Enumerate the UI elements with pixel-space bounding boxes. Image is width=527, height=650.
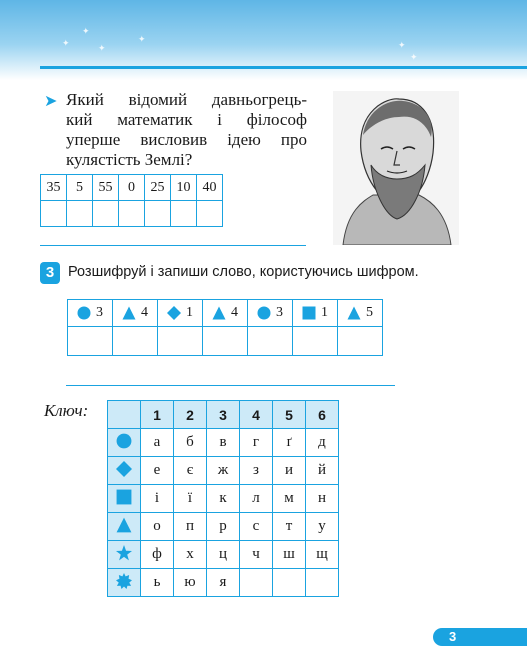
page-number: 3 bbox=[449, 629, 457, 644]
diamond-icon bbox=[108, 457, 141, 485]
square-icon bbox=[108, 485, 141, 513]
key-letter-cell: а bbox=[141, 429, 174, 457]
question-line: Який відомий давньогрець- bbox=[66, 90, 307, 109]
key-letter-cell: г bbox=[240, 429, 273, 457]
key-letter-cell: н bbox=[306, 485, 339, 513]
cipher-cell bbox=[113, 300, 158, 327]
cipher-answer-cell[interactable] bbox=[248, 327, 293, 356]
header-rule bbox=[40, 66, 527, 69]
circle-icon bbox=[77, 306, 91, 320]
cipher-number: 5 bbox=[366, 305, 373, 320]
task-number-badge: 3 bbox=[40, 262, 60, 284]
key-column-header: 2 bbox=[174, 401, 207, 429]
cipher-number: 3 bbox=[276, 305, 283, 320]
key-letter-cell: і bbox=[141, 485, 174, 513]
cipher-answer-cell[interactable] bbox=[113, 327, 158, 356]
cipher-cell bbox=[248, 300, 293, 327]
key-letter-cell bbox=[273, 569, 306, 597]
cipher-answer-cell[interactable] bbox=[68, 327, 113, 356]
answer-cell[interactable] bbox=[171, 201, 197, 227]
key-row bbox=[108, 457, 339, 485]
sparkle-icon: ✦ bbox=[138, 34, 146, 44]
key-row bbox=[108, 513, 339, 541]
key-letter-cell: ґ bbox=[273, 429, 306, 457]
key-letter-cell: м bbox=[273, 485, 306, 513]
number-cell: 0 bbox=[119, 175, 145, 201]
key-row bbox=[108, 541, 339, 569]
cipher-answer-cell[interactable] bbox=[203, 327, 248, 356]
arrow-bullet-icon: ➤ bbox=[44, 93, 58, 110]
key-letter-cell: е bbox=[141, 457, 174, 485]
cipher-cell bbox=[293, 300, 338, 327]
key-letter-cell: о bbox=[141, 513, 174, 541]
triangle-icon bbox=[347, 306, 361, 320]
key-letter-cell: з bbox=[240, 457, 273, 485]
key-row bbox=[108, 485, 339, 513]
key-letter-cell: ч bbox=[240, 541, 273, 569]
key-letter-cell: п bbox=[174, 513, 207, 541]
key-column-header: 4 bbox=[240, 401, 273, 429]
answer-cell[interactable] bbox=[197, 201, 223, 227]
cipher-cell bbox=[68, 300, 113, 327]
number-row-table bbox=[40, 174, 223, 227]
key-column-header: 5 bbox=[273, 401, 306, 429]
page-number-bar bbox=[433, 628, 527, 646]
key-letter-cell: ж bbox=[207, 457, 240, 485]
circle-icon bbox=[257, 306, 271, 320]
number-cell: 40 bbox=[197, 175, 223, 201]
cipher-cell bbox=[158, 300, 203, 327]
task-text: Розшифруй і запиши слово, користуючись шифром. bbox=[68, 264, 419, 280]
cipher-answer-cell[interactable] bbox=[293, 327, 338, 356]
key-letter-cell: с bbox=[240, 513, 273, 541]
key-letter-cell: ю bbox=[174, 569, 207, 597]
cipher-answer-cell[interactable] bbox=[338, 327, 383, 356]
key-letter-cell: ц bbox=[207, 541, 240, 569]
key-letter-cell: л bbox=[240, 485, 273, 513]
number-cell: 25 bbox=[145, 175, 171, 201]
question-line: кий математик і філософ bbox=[66, 110, 307, 129]
key-letter-cell: в bbox=[207, 429, 240, 457]
key-corner-cell bbox=[108, 401, 141, 429]
key-letter-cell bbox=[306, 569, 339, 597]
answer-cell[interactable] bbox=[41, 201, 67, 227]
key-letter-cell: ї bbox=[174, 485, 207, 513]
cipher-number: 3 bbox=[96, 305, 103, 320]
answer-line[interactable] bbox=[66, 385, 395, 386]
key-letter-cell bbox=[240, 569, 273, 597]
key-letter-cell: к bbox=[207, 485, 240, 513]
key-letter-cell: й bbox=[306, 457, 339, 485]
answer-line[interactable] bbox=[40, 245, 306, 246]
key-letter-cell: ш bbox=[273, 541, 306, 569]
answer-cell[interactable] bbox=[119, 201, 145, 227]
key-letter-cell: ф bbox=[141, 541, 174, 569]
key-letter-cell: и bbox=[273, 457, 306, 485]
sparkle-icon: ✦ bbox=[398, 40, 406, 50]
sparkle-icon: ✦ bbox=[62, 38, 70, 48]
philosopher-portrait bbox=[333, 91, 459, 245]
key-letter-cell: щ bbox=[306, 541, 339, 569]
cipher-table bbox=[67, 299, 383, 356]
cipher-number: 4 bbox=[141, 305, 148, 320]
key-letter-cell: д bbox=[306, 429, 339, 457]
cipher-cell bbox=[338, 300, 383, 327]
key-letter-cell: б bbox=[174, 429, 207, 457]
circle-icon bbox=[108, 429, 141, 457]
cipher-number: 1 bbox=[186, 305, 193, 320]
key-column-header: 1 bbox=[141, 401, 174, 429]
sparkle-icon: ✦ bbox=[98, 43, 106, 53]
key-letter-cell: р bbox=[207, 513, 240, 541]
answer-cell[interactable] bbox=[67, 201, 93, 227]
sparkle-icon: ✦ bbox=[410, 52, 418, 62]
sun-icon bbox=[108, 569, 141, 597]
number-cell: 35 bbox=[41, 175, 67, 201]
answer-cell[interactable] bbox=[93, 201, 119, 227]
cipher-number: 1 bbox=[321, 305, 328, 320]
triangle-icon bbox=[122, 306, 136, 320]
key-letter-cell: х bbox=[174, 541, 207, 569]
triangle-icon bbox=[108, 513, 141, 541]
key-letter-cell: у bbox=[306, 513, 339, 541]
number-cell: 5 bbox=[67, 175, 93, 201]
number-cell: 55 bbox=[93, 175, 119, 201]
diamond-icon bbox=[167, 306, 181, 320]
key-row bbox=[108, 569, 339, 597]
key-column-header: 6 bbox=[306, 401, 339, 429]
question-line: уперше висловив ідею про bbox=[66, 130, 307, 149]
key-letter-cell: є bbox=[174, 457, 207, 485]
cipher-key-table bbox=[107, 400, 339, 597]
cipher-cell bbox=[203, 300, 248, 327]
sparkle-icon: ✦ bbox=[82, 26, 90, 36]
key-column-header: 3 bbox=[207, 401, 240, 429]
key-row bbox=[108, 429, 339, 457]
triangle-icon bbox=[212, 306, 226, 320]
key-letter-cell: я bbox=[207, 569, 240, 597]
cipher-answer-cell[interactable] bbox=[158, 327, 203, 356]
number-cell: 10 bbox=[171, 175, 197, 201]
cipher-number: 4 bbox=[231, 305, 238, 320]
star-icon bbox=[108, 541, 141, 569]
answer-cell[interactable] bbox=[145, 201, 171, 227]
square-icon bbox=[302, 306, 316, 320]
key-letter-cell: ь bbox=[141, 569, 174, 597]
key-letter-cell: т bbox=[273, 513, 306, 541]
question-line: кулястість Землі? bbox=[66, 150, 193, 169]
key-label: Ключ: bbox=[44, 401, 89, 420]
